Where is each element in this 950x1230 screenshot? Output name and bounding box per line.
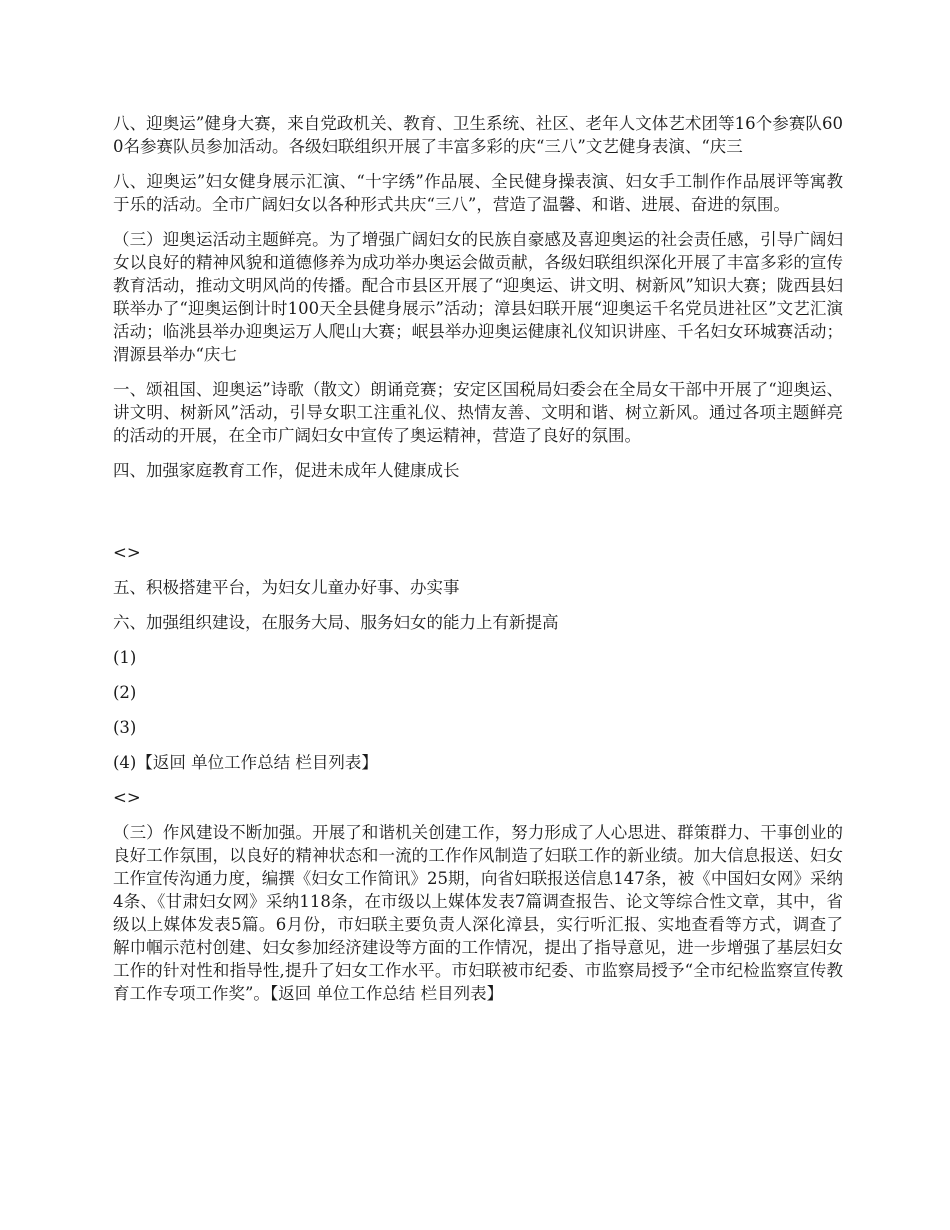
heading-family-education: 四、加强家庭教育工作，促进未成年人健康成长 [113,461,460,480]
heading-organization: 六、加强组织建设，在服务大局、服务妇女的能力上有新提高 [113,613,559,632]
paragraph-poetry-contest: 一、颂祖国、迎奥运”诗歌（散文）朗诵竞赛；安定区国税局妇委会在全局女干部中开展了“迎奥运、讲文明、树新风”活动，引导女职工注重礼仪、热情友善、文明和谐、树立新风。通过各项主题鲜亮的活动的开展，在全市广阔妇女中宣传了奥运精神，营造了良好的氛围。 [113,380,843,445]
blank-space [113,494,843,541]
list-item-2: (2) [113,683,137,702]
list-item-4 [113,751,843,774]
document-body [113,112,843,1017]
return-to-list-link[interactable]: 【返回 单位工作总结 栏目列表】 [136,753,378,772]
placeholder-marker-2: <> [113,788,141,807]
paragraph-work-style-text: （三）作风建设不断加强。开展了和谐机关创建工作，努力形成了人心思进、群策群力、干事创业的良好工作氛围，以良好的精神状态和一流的工作作风制造了妇联工作的新业绩。加大信息报送、妇女工作宣传沟通力度，编撰《妇女工作简讯》25期，向省妇联报送信息147条，被《中国妇女网》采纳4条、《甘肃妇女网》采纳118条，在市级以上媒体发表7篇调查报告、论文等综合性文章，其中，省级以上媒体发表5篇。6月份，市妇联主要负责人深化漳县，实行听汇报、实地查看等方式，调查了解巾帼示范村创建、妇女参加经济建设等方面的工作情况，提出了指导意见，进一步增强了基层妇女工作的针对性和指导性,提升了妇女工作水平。市妇联被市纪委、市监察局授予“全市纪检监察宣传教育工作专项工作奖”。 [113,823,843,1003]
placeholder-marker: <> [113,543,141,562]
paragraph-fitness-contest: 八、迎奥运”健身大赛，来自党政机关、教育、卫生系统、社区、老年人文体艺术团等16个参赛队600名参赛队员参加活动。各级妇联组织开展了丰富多彩的庆“三八”文艺健身表演、“庆三 [113,114,843,156]
list-item-4-label: (4) [113,753,137,772]
return-to-list-link-2[interactable]: 【返回 单位工作总结 栏目列表】 [269,984,504,1003]
paragraph-work-style [113,821,843,1005]
paragraph-fitness-showcase: 八、迎奥运”妇女健身展示汇演、“十字绣”作品展、全民健身操表演、妇女手工制作作品展评等寓教于乐的活动。全市广阔妇女以各种形式共庆“三八”，营造了温馨、和谐、进展、奋进的氛围。 [113,172,843,214]
heading-platform: 五、积极搭建平台，为妇女儿童办好事、办实事 [113,578,460,597]
paragraph-olympic-themes: （三）迎奥运活动主题鲜亮。为了增强广阔妇女的民族自豪感及喜迎奥运的社会责任感，引导广阔妇女以良好的精神风貌和道德修养为成功举办奥运会做贡献，各级妇联组织深化开展了丰富多彩的宣传教育活动，推动文明风尚的传播。配合市县区开展了“迎奥运、讲文明、树新风”知识大赛；陇西县妇联举办了“迎奥运倒计时100天全县健身展示”活动；漳县妇联开展“迎奥运千名党员进社区”文艺汇演活动；临洮县举办迎奥运万人爬山大赛；岷县举办迎奥运健康礼仪知识讲座、千名妇女环城赛活动；渭源县举办“庆七 [113,230,843,364]
list-item-3: (3) [113,718,137,737]
list-item-1: (1) [113,648,137,667]
